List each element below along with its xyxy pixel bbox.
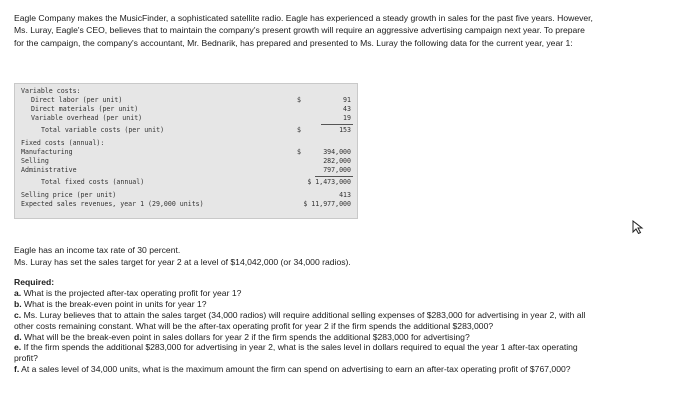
direct-labor-value: 91 bbox=[343, 96, 351, 104]
problem-intro: Eagle Company makes the MusicFinder, a sophisticated satellite radio. Eagle has experienced a steady growth in sales for the past five years. However, Ms. Luray, Eagle's CEO, believes that to maintain the company's present growth will require an aggressive advertising campaign next year. To prepare for the campaign, the company's accountant, Mr. Bednarik, has prepared and presented to Ms. Luray the following data for the current year, year 1: bbox=[14, 13, 593, 48]
administrative-value: 797,000 bbox=[323, 166, 351, 174]
question-b bbox=[14, 299, 590, 310]
fixed-costs-row bbox=[15, 139, 357, 148]
fixed-costs-heading: Fixed costs (annual): bbox=[21, 139, 105, 147]
question-d bbox=[14, 332, 590, 343]
selling-row bbox=[15, 157, 357, 166]
question-b-text: What is the break-even point in units for year 1? bbox=[24, 298, 207, 309]
manufacturing-label: Manufacturing bbox=[21, 148, 73, 156]
question-e-letter: e. bbox=[14, 342, 22, 353]
variable-costs-heading: Variable costs: bbox=[21, 87, 81, 95]
sales-target-line: Ms. Luray has set the sales target for year 2 at a level of $14,042,000 (or 34,000 radios). bbox=[14, 257, 351, 267]
total-fixed-row bbox=[15, 178, 357, 187]
direct-labor-label: Direct labor (per unit) bbox=[31, 96, 123, 104]
total-variable-row bbox=[15, 126, 357, 135]
variable-overhead-value: 19 bbox=[343, 114, 351, 122]
selling-value: 282,000 bbox=[323, 157, 351, 165]
manufacturing-row bbox=[15, 148, 357, 157]
subtotal-underline bbox=[321, 124, 353, 125]
variable-overhead-label: Variable overhead (per unit) bbox=[31, 114, 143, 122]
total-variable-label: Total variable costs (per unit) bbox=[41, 126, 165, 134]
question-e-text: If the firm spends the additional $283,000 for advertising in year 2, what is the sales level in dollars required to equal the year 1 after-tax operating profit? bbox=[14, 342, 578, 364]
total-variable-dollar: $ bbox=[297, 126, 301, 134]
question-a-text: What is the projected after-tax operating profit for year 1? bbox=[23, 287, 242, 298]
question-a-letter: a. bbox=[14, 287, 22, 298]
question-d-letter: d. bbox=[14, 331, 22, 342]
selling-price-row bbox=[15, 191, 357, 200]
question-c bbox=[14, 310, 590, 332]
question-f-text: At a sales level of 34,000 units, what is the maximum amount the firm can spend on advertising to earn an after-tax operating profit of $767,000? bbox=[21, 364, 571, 375]
question-b-letter: b. bbox=[14, 298, 22, 309]
tax-rate-line: Eagle has an income tax rate of 30 percent. bbox=[14, 245, 181, 255]
question-f bbox=[14, 364, 590, 375]
manufacturing-dollar: $ bbox=[297, 148, 301, 156]
fixed-subtotal-underline bbox=[315, 176, 353, 177]
question-c-letter: c. bbox=[14, 309, 22, 320]
administrative-row bbox=[15, 166, 357, 175]
direct-labor-row bbox=[15, 96, 357, 105]
expected-revenue-value: $ 11,977,000 bbox=[303, 200, 351, 208]
required-section bbox=[14, 277, 590, 375]
total-fixed-value: $ 1,473,000 bbox=[307, 178, 351, 186]
direct-materials-row bbox=[15, 105, 357, 114]
selling-price-label: Selling price (per unit) bbox=[21, 191, 117, 199]
expected-revenue-row bbox=[15, 200, 357, 209]
administrative-label: Administrative bbox=[21, 166, 77, 174]
mouse-pointer-icon bbox=[632, 220, 644, 234]
question-e bbox=[14, 342, 590, 364]
required-heading: Required: bbox=[14, 277, 55, 287]
selling-price-value: 413 bbox=[339, 191, 351, 199]
question-c-text: Ms. Luray believes that to attain the sales target (34,000 radios) will require additional selling expenses of $283,000 for advertising in year 2, with all other costs remaining constant. What will be the after-tax operating profit for year 2 if the firm spends the additional $283,000? bbox=[14, 309, 586, 331]
variable-costs-row bbox=[15, 87, 357, 96]
question-d-text: What will be the break-even point in sales dollars for year 2 if the firm spends the additional $283,000 for advertising? bbox=[24, 331, 470, 342]
question-f-letter: f. bbox=[14, 364, 20, 375]
direct-labor-dollar: $ bbox=[297, 96, 301, 104]
assumptions-block bbox=[14, 244, 351, 268]
manufacturing-value: 394,000 bbox=[323, 148, 351, 156]
total-fixed-label: Total fixed costs (annual) bbox=[41, 178, 145, 186]
direct-materials-value: 43 bbox=[343, 105, 351, 113]
total-variable-value: 153 bbox=[339, 126, 351, 134]
question-a bbox=[14, 288, 590, 299]
expected-revenue-label: Expected sales revenues, year 1 (29,000 units) bbox=[21, 200, 204, 208]
variable-overhead-row bbox=[15, 114, 357, 123]
cost-data-table bbox=[14, 83, 358, 219]
direct-materials-label: Direct materials (per unit) bbox=[31, 105, 139, 113]
selling-label: Selling bbox=[21, 157, 49, 165]
